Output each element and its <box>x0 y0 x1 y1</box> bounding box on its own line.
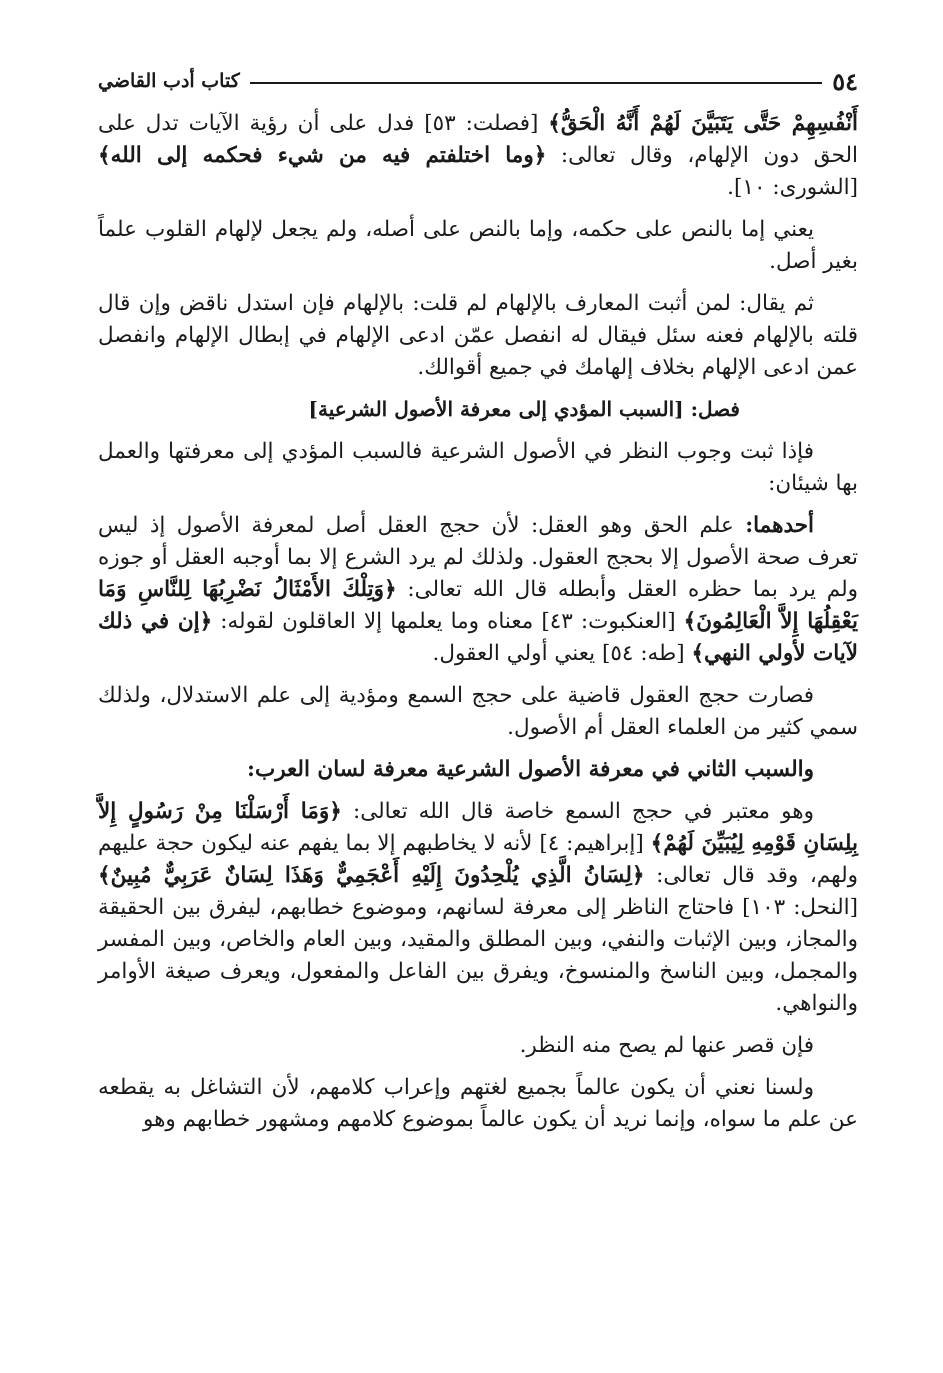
paragraph-text: [طه: ٥٤] يعني أولي العقول. <box>432 641 692 666</box>
paragraph-text: والسبب الثاني في معرفة الأصول الشرعية معرفة لسان العرب: <box>247 757 814 782</box>
paragraph <box>98 796 858 1020</box>
paragraph-text: [إبراهيم: ٤] لأنه لا يخاطبهم إلا بما يفهم عنه ليكون حجة عليهم ولهم، وقد قال تعالى: <box>98 831 858 888</box>
quran-verse: ﴿وَتِلْكَ الأَمْثَالُ نَضْرِبُهَا لِلنَّاسِ وَمَا يَعْقِلُهَا إِلاَّ الْعَالِمُونَ﴾ <box>98 577 859 634</box>
paragraph-text: [العنكبوت: ٤٣] معناه وما يعلمها إلا العاقلون لقوله: <box>212 609 684 634</box>
paragraph-text: أحدهما: <box>745 513 814 538</box>
paragraph-text: علم الحق وهو العقل: لأن حجج العقل أصل لمعرفة الأصول إذ ليس تعرف صحة الأصول إلا بحجج العقول. ولذلك لم يرد الشرع إلا بما أوجبه العقل أو جوزه ولم يرد بما حظره العقل وأبطله قال الله تعالى: <box>98 513 858 602</box>
paragraph-text: [النحل: ١٠٣] فاحتاج الناظر إلى معرفة لسانهم، وموضوع خطابهم، ليفرق بين الحقيقة والمجاز، وبين الإثبات والنفي، وبين المطلق والمقيد، وبين العام والخاص، وبين المفسر والمجمل، وبين الناسخ والمنسوخ، ويفرق بين الفاعل والمفعول، ويعرف صيغة الأوامر والنواهي. <box>98 895 858 1016</box>
book-page <box>98 62 858 1146</box>
book-title: كتاب أدب القاضي <box>98 70 240 92</box>
paragraph <box>98 510 858 670</box>
paragraph-text: ثم يقال: لمن أثبت المعارف بالإلهام لم قلت: بالإلهام فإن استدل ناقض وإن قال قلته بالإلهام فعنه سئل فيقال له انفصل عمّن ادعى الإلهام في إبطال الإلهام وانفصل عمن ادعى الإلهام بخلاف إلهامك في جميع أقوالك. <box>98 291 858 380</box>
paragraph <box>98 1072 858 1136</box>
text-block-1 <box>98 108 858 384</box>
quran-verse: ﴿إن في ذلك لآيات لأولي النهي﴾ <box>98 609 858 666</box>
section-label: فصل: <box>690 397 740 421</box>
quran-verse: أَنْفُسِهِمْ حَتَّى يَتَبَيَّنَ لَهُمْ أَنَّهُ الْحَقُّ﴾ <box>548 111 858 136</box>
paragraph-text: فإذا ثبت وجوب النظر في الأصول الشرعية فالسبب المؤدي إلى معرفتها والعمل بها شيئان: <box>98 439 858 496</box>
quran-verse: ﴿لِسَانُ الَّذِي يُلْحِدُونَ إِلَيْهِ أَعْجَمِيٌّ وَهَذَا لِسَانٌ عَرَبِيٌّ مُبِينٌ﴾ <box>98 863 645 888</box>
paragraph-text: فإن قصر عنها لم يصح منه النظر. <box>519 1033 814 1058</box>
section-heading <box>98 394 858 424</box>
paragraph-text: [الشورى: ١٠]. <box>727 175 858 200</box>
text-block-2 <box>98 436 858 1136</box>
paragraph <box>98 754 858 786</box>
paragraph <box>98 1030 858 1062</box>
paragraph-text: وهو معتبر في حجج السمع خاصة قال الله تعالى: <box>341 799 815 824</box>
quran-verse: ﴿وَمَا أَرْسَلْنَا مِنْ رَسُولٍ إِلاَّ بِلِسَانِ قَوْمِهِ لِيُبَيِّنَ لَهُمْ﴾ <box>98 799 858 856</box>
paragraph-text: ولسنا نعني أن يكون عالماً بجميع لغتهم وإعراب كلامهم، لأن التشاغل به يقطعه عن علم ما سواه، وإنما نريد أن يكون عالماً بموضوع كلامهم ومشهور خطابهم وهو <box>98 1075 858 1132</box>
paragraph <box>98 108 858 204</box>
quran-verse: ﴿وما اختلفتم فيه من شيء فحكمه إلى الله﴾ <box>98 143 547 168</box>
section-title: [السبب المؤدي إلى معرفة الأصول الشرعية] <box>308 397 684 421</box>
paragraph <box>98 436 858 500</box>
paragraph-text: يعني إما بالنص على حكمه، وإما بالنص على أصله، ولم يجعل لإلهام القلوب علماً بغير أصل. <box>98 217 858 274</box>
paragraph-text: [فصلت: ٥٣] فدل على أن رؤية الآيات تدل على الحق دون الإلهام، وقال تعالى: <box>98 111 858 168</box>
header-rule <box>250 82 822 84</box>
paragraph <box>98 214 858 278</box>
paragraph-text: فصارت حجج العقول قاضية على حجج السمع ومؤدية إلى علم الاستدلال، ولذلك سمي كثير من العلماء العقل أم الأصول. <box>98 683 858 740</box>
page-number: ٥٤ <box>832 66 858 96</box>
paragraph <box>98 288 858 384</box>
paragraph <box>98 680 858 744</box>
running-header <box>98 62 858 100</box>
